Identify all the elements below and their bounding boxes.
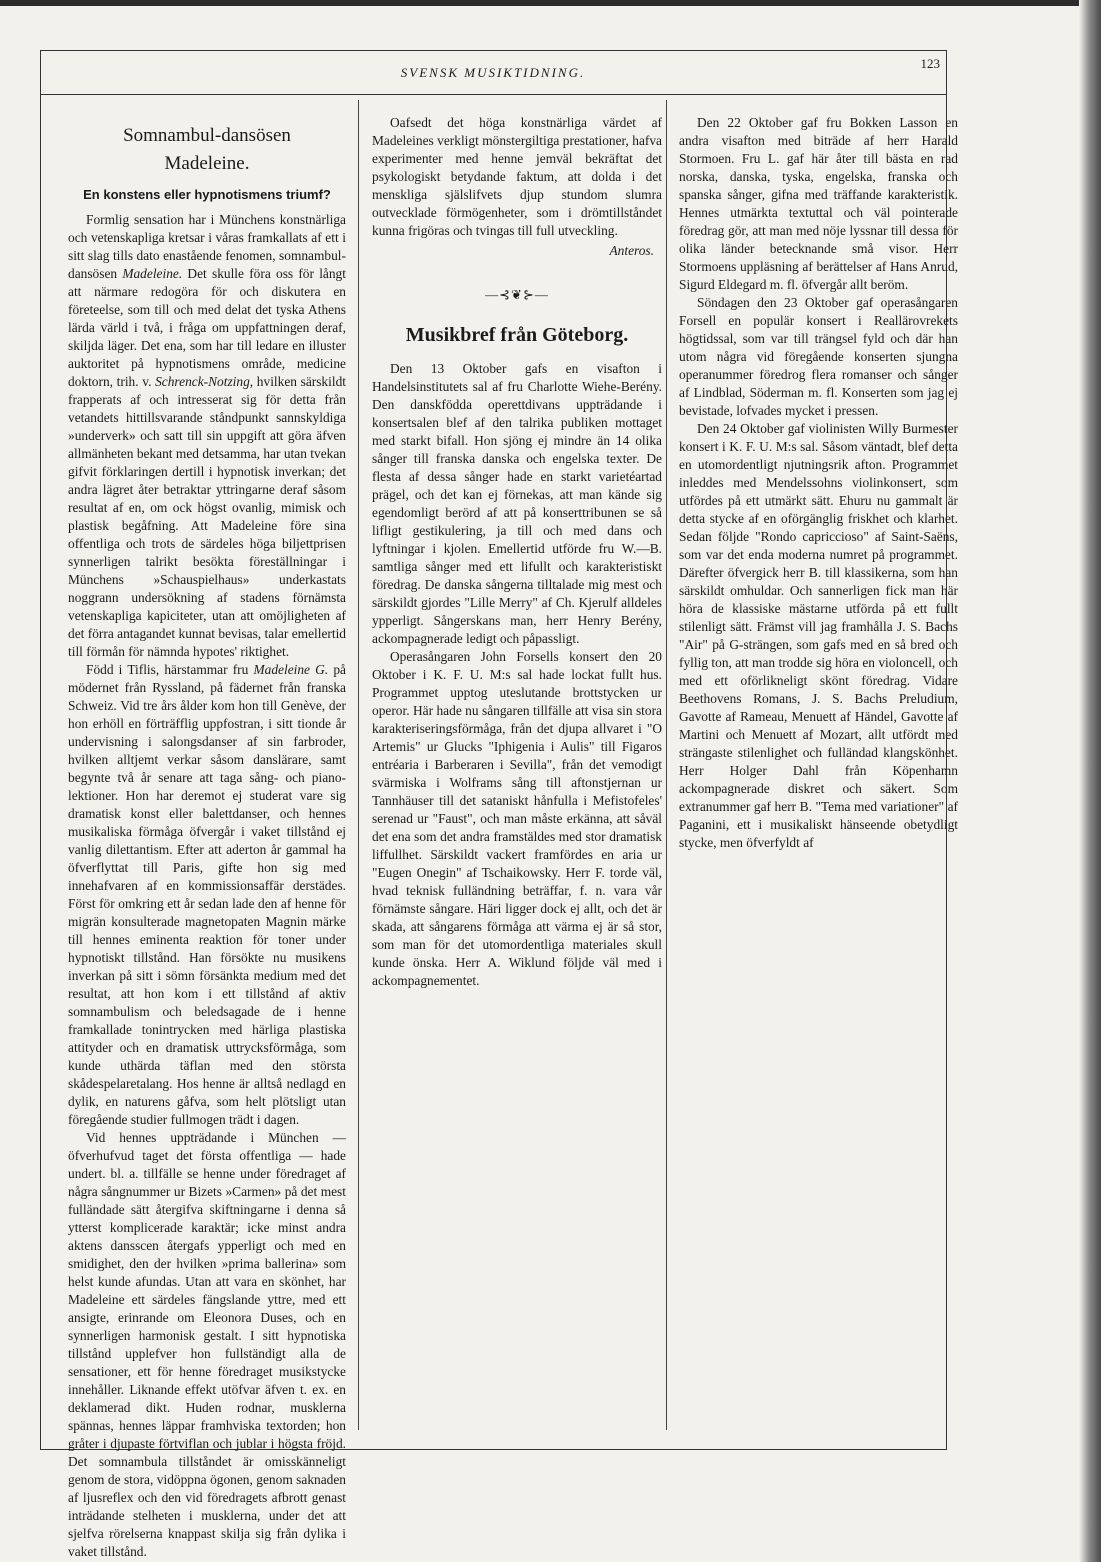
column-3	[679, 114, 958, 852]
text-run: Den 24 Oktober gaf violinisten Willy Burmester konsert i K. F. U. M:s sal. Såsom väntadt, blef detta en utomordentligt njutningsrik afton. Programmet inleddes med Mendelssohns violinkonsert, som utfördes på ett utmärkt sätt. Ehuru nu gammalt är detta stycke af en oförgänglig friskhet och klarhet. Sedan följde "Rondo capriccioso" af Saint-Saëns, som var det enda moderna numret på programmet. Därefter öfvergick herr B. till klassikerna, som han särskildt omhuldar. Och sannerligen fick man här höra de klassiske mästarne utförda på ett fullt stilenligt sätt. Främst vill jag framhålla J. S. Bachs "Air" på G-strängen, som gafs med en så bred och fyllig ton, att man trodde sig höra en violoncell, och med ett oförlikneligt skönt föredrag. Vidare Beethovens Romans, J. S. Bachs Preludium, Gavotte af Rameau, Menuett af Händel, Gavotte af Martini och Menuett af Mozart, allt utfördt med strängaste stilenlighet och fulländad klangskönhet. Herr Holger Dahl från Köpenhamn ackompagnerade diskret och säkert. Som extranummer gaf herr B. "Tema med variationer" af Paganini, ett i musikaliskt hänseende obetydligt stycke, men öfverfyldt af	[679, 421, 958, 850]
text-run: hvilken särskildt frapperats af och intresserat sig för detta från vetandets hittillsvarande ståndpunkt sannskyldiga »underverk» och satt till sin uppgift att göra äfven allmänheten bekant med detsamma, har utan tvekan gifvit förklaringen dertill i hypnotisk inverkan; det andra lägret åter betraktar yttringarne deraf såsom resultat af en, om ock högst ovanlig, mimisk och plastisk begåfning. Att Madeleine före sina offentliga och trots de särdeles höga biljettprisen synnerligen talrikt besökta föreställningar i Münchens »Schauspielhaus» underkastats noggrann undersökning af stadens förnämsta vetenskapliga kapiciteter, utan att omöjligheten af det förra antagandet kunnat bevisas, talar emellertid till förmån för nämnda hypotes' riktighet.	[68, 374, 346, 659]
scan-right-edge	[1079, 0, 1101, 1562]
article-title	[68, 122, 346, 178]
text-run: Söndagen den 23 Oktober gaf operasångaren Forsell en populär konsert i Reallärovrekets högtidssal, som var till trängsel fyld och där han utom några vid föregående konserten sjungna operanummer föredrog flera romanser och sånger af Lindblad, Söderman m. fl. Konserten som jag ej bevistade, lofvades mycket i pressen.	[679, 295, 958, 418]
page-header	[40, 50, 946, 95]
article-paragraph	[679, 114, 958, 294]
article-title-line-2: Madeleine.	[164, 153, 250, 174]
article-subtitle: En konstens eller hypnotismens triumf?	[83, 187, 331, 202]
running-title: SVENSK MUSIKTIDNING.	[400, 65, 586, 80]
article-signature: Anteros.	[609, 243, 654, 258]
text-run: Född i Tiflis, härstammar fru	[86, 662, 249, 677]
column-2	[372, 114, 662, 990]
article-paragraph	[68, 661, 346, 1129]
article-2-title: Musikbref från Göteborg.	[405, 324, 629, 346]
text-run: Den 22 Oktober gaf fru Bokken Lasson en andra visafton med biträde af herr Harald Stormoen. Fru L. gaf här åter till bästa en rad norska, danska, tyska, engelska, franska och spanska sånger, gifna med träffande karakteristik. Hennes utmärkta textuttal och väl pointerade föredrag gör, att man med nöje lyssnar till dessa för olika länder betecknande små visor. Herr Stormoens uppläsning af berättelser af Hans Anrud, Sigurd Eldegard m. fl. öfvergår allt beröm.	[679, 115, 958, 292]
name-italic: Madeleine.	[122, 266, 183, 281]
text-run: Det skulle föra oss för långt att närmare redogöra för och diskutera en företeelse, som till och med delat det tyska Athens lärda värld i två, i fråga om uppfattningen deraf, skiljda läger. Det ena, som har till ledare en illuster auktoritet på hypnotismens område, medicine doktorn, trih. v.	[68, 266, 346, 389]
article-paragraph	[679, 420, 958, 852]
name-italic: Madeleine G.	[253, 662, 329, 677]
ornament-divider: —⊰❦⊱—	[485, 287, 549, 302]
text-run: Vid hennes uppträdande i München — öfverhufvud taget det första offentliga — hade undert. bl. a. tillfälle se henne under föredraget af några sångnummer ur Bizets »Carmen» på det mest fulländade sätt återgifva skiftningarne i denna så ytterst komplicerade karaktär; icke minst andra aktens dansscen återgafs ypperligt och med en smidighet, den der hvilken »prima ballerina» som helst kunde afundas. Utan att vara en skönhet, har Madeleine ett särdeles fängslande yttre, med ett ansigte, erinrande om Eleonora Duses, och en synnerligen harmonisk gestalt. I sitt hypnotiska tillstånd upplefver hon fullständigt alla de sensationer, ett för henne föredraget musikstycke innehåller. Liknande effekt utöfvar äfven t. ex. en deklamerad dikt. Huden rodnar, musklerna spännas, hennes läppar framhviska textorden; hon gråter i djupaste förtviflan och jublar i högsta fröjd. Det somnambula tillståndet är omisskänneligt genom de stora, vidöppna ögonen, genom saknaden af ljusreflex och den vid föredragets afbrott genast inträdande stelheten i musklerna, under det att sjelfva rörelserna knappast skilja sig från dylika i vaket tillstånd.	[68, 1130, 346, 1559]
article-paragraph	[68, 1129, 346, 1561]
text-run: Formlig sensation har i Münchens konstnärliga och vetenskapliga kretsar i våras framkallats af ett i sitt slag tills dato enastående fenomen, somnambul-dansösen	[68, 212, 346, 281]
scan-top-edge	[0, 0, 1101, 6]
text-run: Operasångaren John Forsells konsert den 20 Oktober i K. F. U. M:s sal hade lockat fullt hus. Programmet upptog uteslutande brottstycken ur operor. Här hade nu sångaren tillfälle att visa sin stora karakteriseringsförmåga, från det djupa allvaret i "O Artemis" ur Glucks "Iphigenia i Aulis" till Figaros entréaria i Barberaren i Sevilla", från det vemodigt svärmiska i Wolframs sång till aftonstjernan ur Tannhäuser till det sataniskt hånfulla i Mefistofeles' serenad ur "Faust", och man måste erkänna, att såväl det ena som det andra framstäldes med stor dramatisk liffullhet. Särskildt vackert framfördes en aria ur "Eugen Onegin" af Tschaikowsky. Herr F. torde väl, hvad teknisk fulländning beträffar, f. n. vara vår förnämste sångare. Häri ligger dock ej allt, och det är skada, att sångarens förmåga att värma ej är så stor, som man för det utomordentliga materiales skull kunde önska. Herr A. Wiklund följde väl med i ackompagnementet.	[372, 649, 662, 988]
page-number: 123	[920, 56, 940, 71]
text-run: Oafsedt det höga konstnärliga värdet af Madeleines verkligt mönstergiltiga prestationer, hafva experimenter med henne jemväl bekräftat det psykologiskt betydande faktum, att dolda i det menskliga själslifvets djup stundom slumra outvecklade förmögenheter, som i drömtillståndet kunna frigöras och tvingas till full utveckling.	[372, 115, 662, 238]
article-title-line-1: Somnambul-dansösen	[123, 125, 291, 146]
article-paragraph	[372, 360, 662, 648]
article-paragraph	[372, 114, 662, 240]
text-run: Den 13 Oktober gafs en visafton i Handelsinstitutets sal af fru Charlotte Wiehe-Berény. Den danskfödda operettdivans uppträdande i konsertsalen blef af den talrika publiken mottaget med starkt bifall. Hon sjöng ej mindre än 14 olika sånger till franska danska och engelska texter. De flesta af dessa sånger hade en starkt varietéartad prägel, och det kan ej förnekas, att man kände sig egendomligt berörd af att på konserttribunen se så lifligt gestikulering, ja till och med dans och lyftningar i kjolen. Emellertid utförde fru W.—B. samtliga sånger med ett lifullt och karakteristiskt föredrag. De danska sångerna tilltalade mig mest och särskildt gjordes "Lille Merry" af Ch. Kjerulf alldeles ypperligt. Sångerskans man, herr Henry Berény, ackompagnerade ledigt och påpassligt.	[372, 361, 662, 646]
text-run: på mödernet från Ryssland, på fädernet från franska Schweiz. Vid tre års ålder kom hon till Genève, der hon erhöll en förträfflig uppfostran, i sitt tionde år undervisning i salongsdanser af sin farbroder, hvilken alltjemt verkar såsom danslärare, samt begynte två år senare att taga sång- och piano-lektioner. Hon har deremot ej studerat vare sig dramatisk konst eller balettdanser, och hennes musikaliska förmåga öfvergår i vaket tillstånd ej vanlig dilettantism. Efter att aderton år gammal ha öfverflyttat till Paris, gifte hon sig med innehafvaren af en kommissionsaffär derstädes. Först för omkring ett år sedan lade den af henne för migrän konsulterade magnetopaten Magnin märke till hennes eminenta reaktion för toner under hypnotiskt tillstånd. Han försökte nu musikens inverkan på sitt i sömn försänkta medium med det resultat, att hon kom i ett tillstånd af aktiv somnambulism och beledsagade de i henne framkallade tonintrycken med härliga plastiska attityder och en dramatisk uttrycksförmåga, som kunde uthärda täflan med den största skådespelaretalang. Hos henne är alltså nedlagd en dylik, en naturens gåfva, som helt plötsligt utan föregående studier fullmogen trädt i dagen.	[68, 662, 346, 1127]
name-italic: Schrenck-Notzing,	[155, 374, 254, 389]
article-paragraph	[679, 294, 958, 420]
column-rule-left	[358, 100, 359, 1430]
article-paragraph	[68, 211, 346, 661]
article-paragraph	[372, 648, 662, 990]
column-rule-right	[666, 100, 667, 1430]
column-1	[68, 114, 346, 1561]
